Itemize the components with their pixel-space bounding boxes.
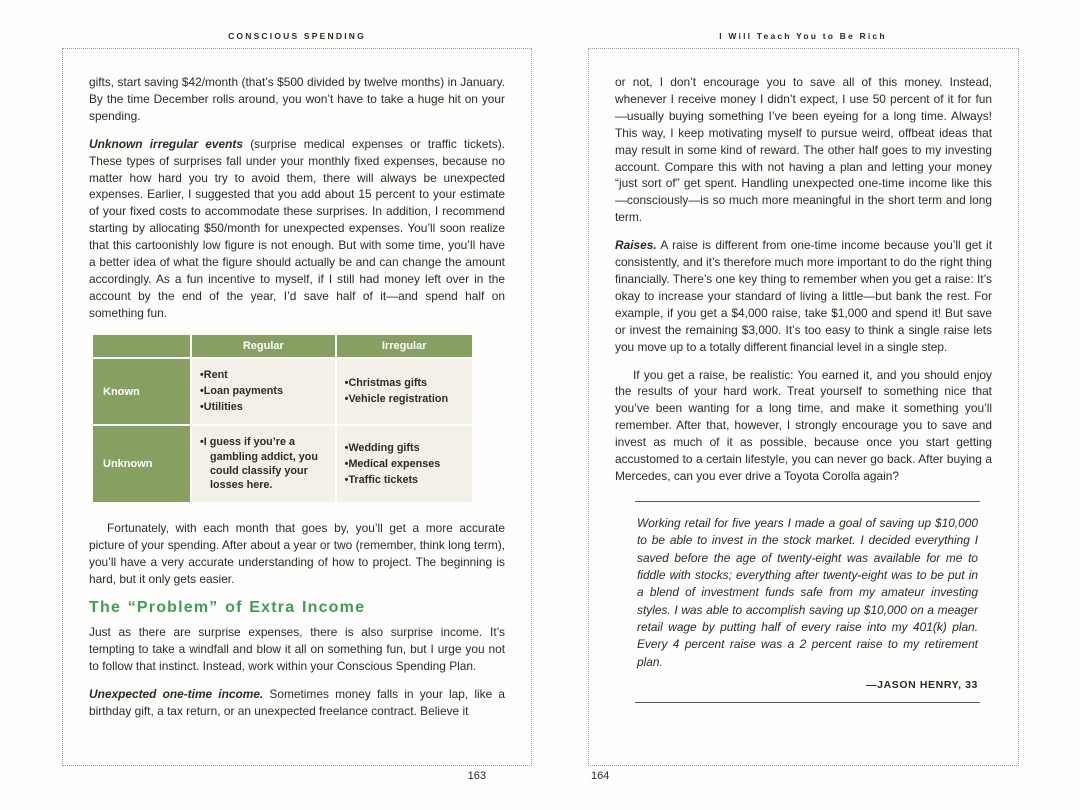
paragraph-raises	[615, 237, 992, 355]
paragraph-continued: gifts, start saving $42/month (that’s $500 divided by twelve months) in January. By the time December rolls around, you won’t have to take a huge hit on your spending.	[89, 75, 505, 123]
paragraph-text: (surprise medical expenses or traffic tickets). These types of surprises fall under your monthly fixed expenses, because no matter how hard you try to avoid them, there will always be unexpected expenses. Earlier, I suggested that you add about 15 percent to your estimate of your fixed costs to accommodate these surprises. In addition, I recommend starting by allocating $50/month for unexpected expenses. You’ll soon realize that this cartoonishly low figure is not enough. But with some time, you’ll have a better idea of what the figure should actually be and can change the amount accordingly. As a fun incentive to myself, if I still had money left over in the account by the end of the year, I’d save half of it—and spend half on something fun.	[89, 136, 505, 320]
paragraph-text: A raise is different from one-time income because you’ll get it consistently, and it’s therefore much more important to do the right thing financially. There’s one key thing to remember when you get a raise: It’s okay to increase your standard of living a little—but bank the rest. For example, if you get a $4,000 raise, take $1,000 and spend it! But save or invest the remaining $3,000. It’s too easy to think a single raise lets you move up to a totally different financial level in a single step.	[615, 238, 992, 354]
paragraph-be-realistic: If you get a raise, be realistic: You earned it, and you should enjoy the results of your hard work. Treat yourself to something nice that you’ve been wanting for a long time, and make it something you’ll remember. After that, however, I strongly encourage you to save and invest as much of it as possible, because once you start getting accustomed to a certain lifestyle, you can never go back. After buying a Mercedes, can you ever drive a Toyota Corolla again?	[615, 367, 992, 483]
list-item: • Medical expenses	[345, 457, 464, 471]
paragraph-unknown-irregular	[89, 136, 505, 322]
list-item: • Christmas gifts	[345, 376, 464, 390]
cell-unknown-regular	[191, 425, 336, 503]
list-item: • Loan payments	[200, 384, 327, 398]
paragraph-one-time-income	[89, 686, 505, 720]
paragraph-text: Sometimes money falls in your lap, like a birthday gift, a tax return, or an unexpected freelance contract. Believe it	[89, 686, 505, 718]
testimonial-quote: Working retail for five years I made a goal of saving up $10,000 to be able to invest in the stock market. I decided everything I saved before the age of twenty-eight was available for me to fiddle with stocks; everything after twenty-eight was to be put in a blend of investment funds safe from my amateur investing styles. I was able to accomplish saving up $10,000 on a meager retail wage by putting half of every raise into my 401(k) plan. Every 4 percent raise was a 2 percent raise to my retirement plan.	[637, 515, 978, 669]
cell-unknown-irregular	[336, 425, 473, 503]
cell-known-regular	[191, 358, 336, 426]
section-heading-extra-income: The “Problem” of Extra Income	[89, 599, 366, 617]
row-label-unknown: Unknown	[92, 425, 191, 503]
testimonial-attribution: —JASON HENRY, 33	[866, 679, 978, 692]
bullet-list	[345, 376, 464, 407]
table-row-unknown	[92, 425, 473, 503]
list-item: • I guess if you’re a gambling addict, you could classify your losses here.	[200, 435, 327, 492]
table-header-row	[92, 334, 473, 358]
running-head-right: I Will Teach You to Be Rich	[719, 31, 887, 41]
paragraph-fortunately: Fortunately, with each month that goes by, you’ll get a more accurate picture of your spending. After about a year or two (remember, think long term), you’ll have a very accurate understanding of how to project. The beginning is hard, but it only gets easier.	[89, 521, 505, 587]
left-page	[62, 48, 532, 766]
running-head-left: CONSCIOUS SPENDING	[228, 31, 366, 41]
list-item: • Wedding gifts	[345, 441, 464, 455]
bullet-list	[345, 441, 464, 488]
list-item: • Traffic tickets	[345, 473, 464, 487]
table-header-regular: Regular	[191, 334, 336, 358]
list-item: • Utilities	[200, 400, 327, 414]
paragraph-continued: or not, I don’t encourage you to save all of this money. Instead, whenever I receive money I didn’t expect, I use 50 percent of it for fun—usually buying something I’ve been eyeing for a long time. Always! This way, I keep motivating myself to pursue weird, offbeat ideas that may result in some kind of reward. The other half goes to my investing account. Compare this with not having a plan and letting your money “just sort of” get spent. Handling unexpected one-time income like this—consciously—is so much more meaningful in the short term and long term.	[615, 75, 992, 225]
paragraph-lead-raises: Raises.	[615, 238, 657, 253]
testimonial-block	[635, 501, 980, 703]
page-number-left: 163	[467, 770, 486, 782]
right-page	[588, 48, 1019, 766]
page-number-right: 164	[591, 770, 610, 782]
paragraph-surprise-income: Just as there are surprise expenses, there is also surprise income. It’s tempting to take a windfall and blow it all on something fun, but I urge you not to follow that instinct. Instead, work within your Conscious Spending Plan.	[89, 625, 505, 673]
table-corner-cell	[92, 334, 191, 358]
expense-table	[91, 333, 474, 505]
table-header-irregular: Irregular	[336, 334, 473, 358]
bullet-list	[200, 368, 327, 415]
list-item: • Vehicle registration	[345, 392, 464, 406]
cell-known-irregular	[336, 358, 473, 426]
paragraph-lead-unknown-irregular: Unknown irregular events	[89, 136, 243, 151]
bullet-list	[200, 435, 327, 492]
list-item: • Rent	[200, 368, 327, 382]
paragraph-lead-one-time-income: Unexpected one-time income.	[89, 686, 264, 701]
table-row-known	[92, 358, 473, 426]
row-label-known: Known	[92, 358, 191, 426]
